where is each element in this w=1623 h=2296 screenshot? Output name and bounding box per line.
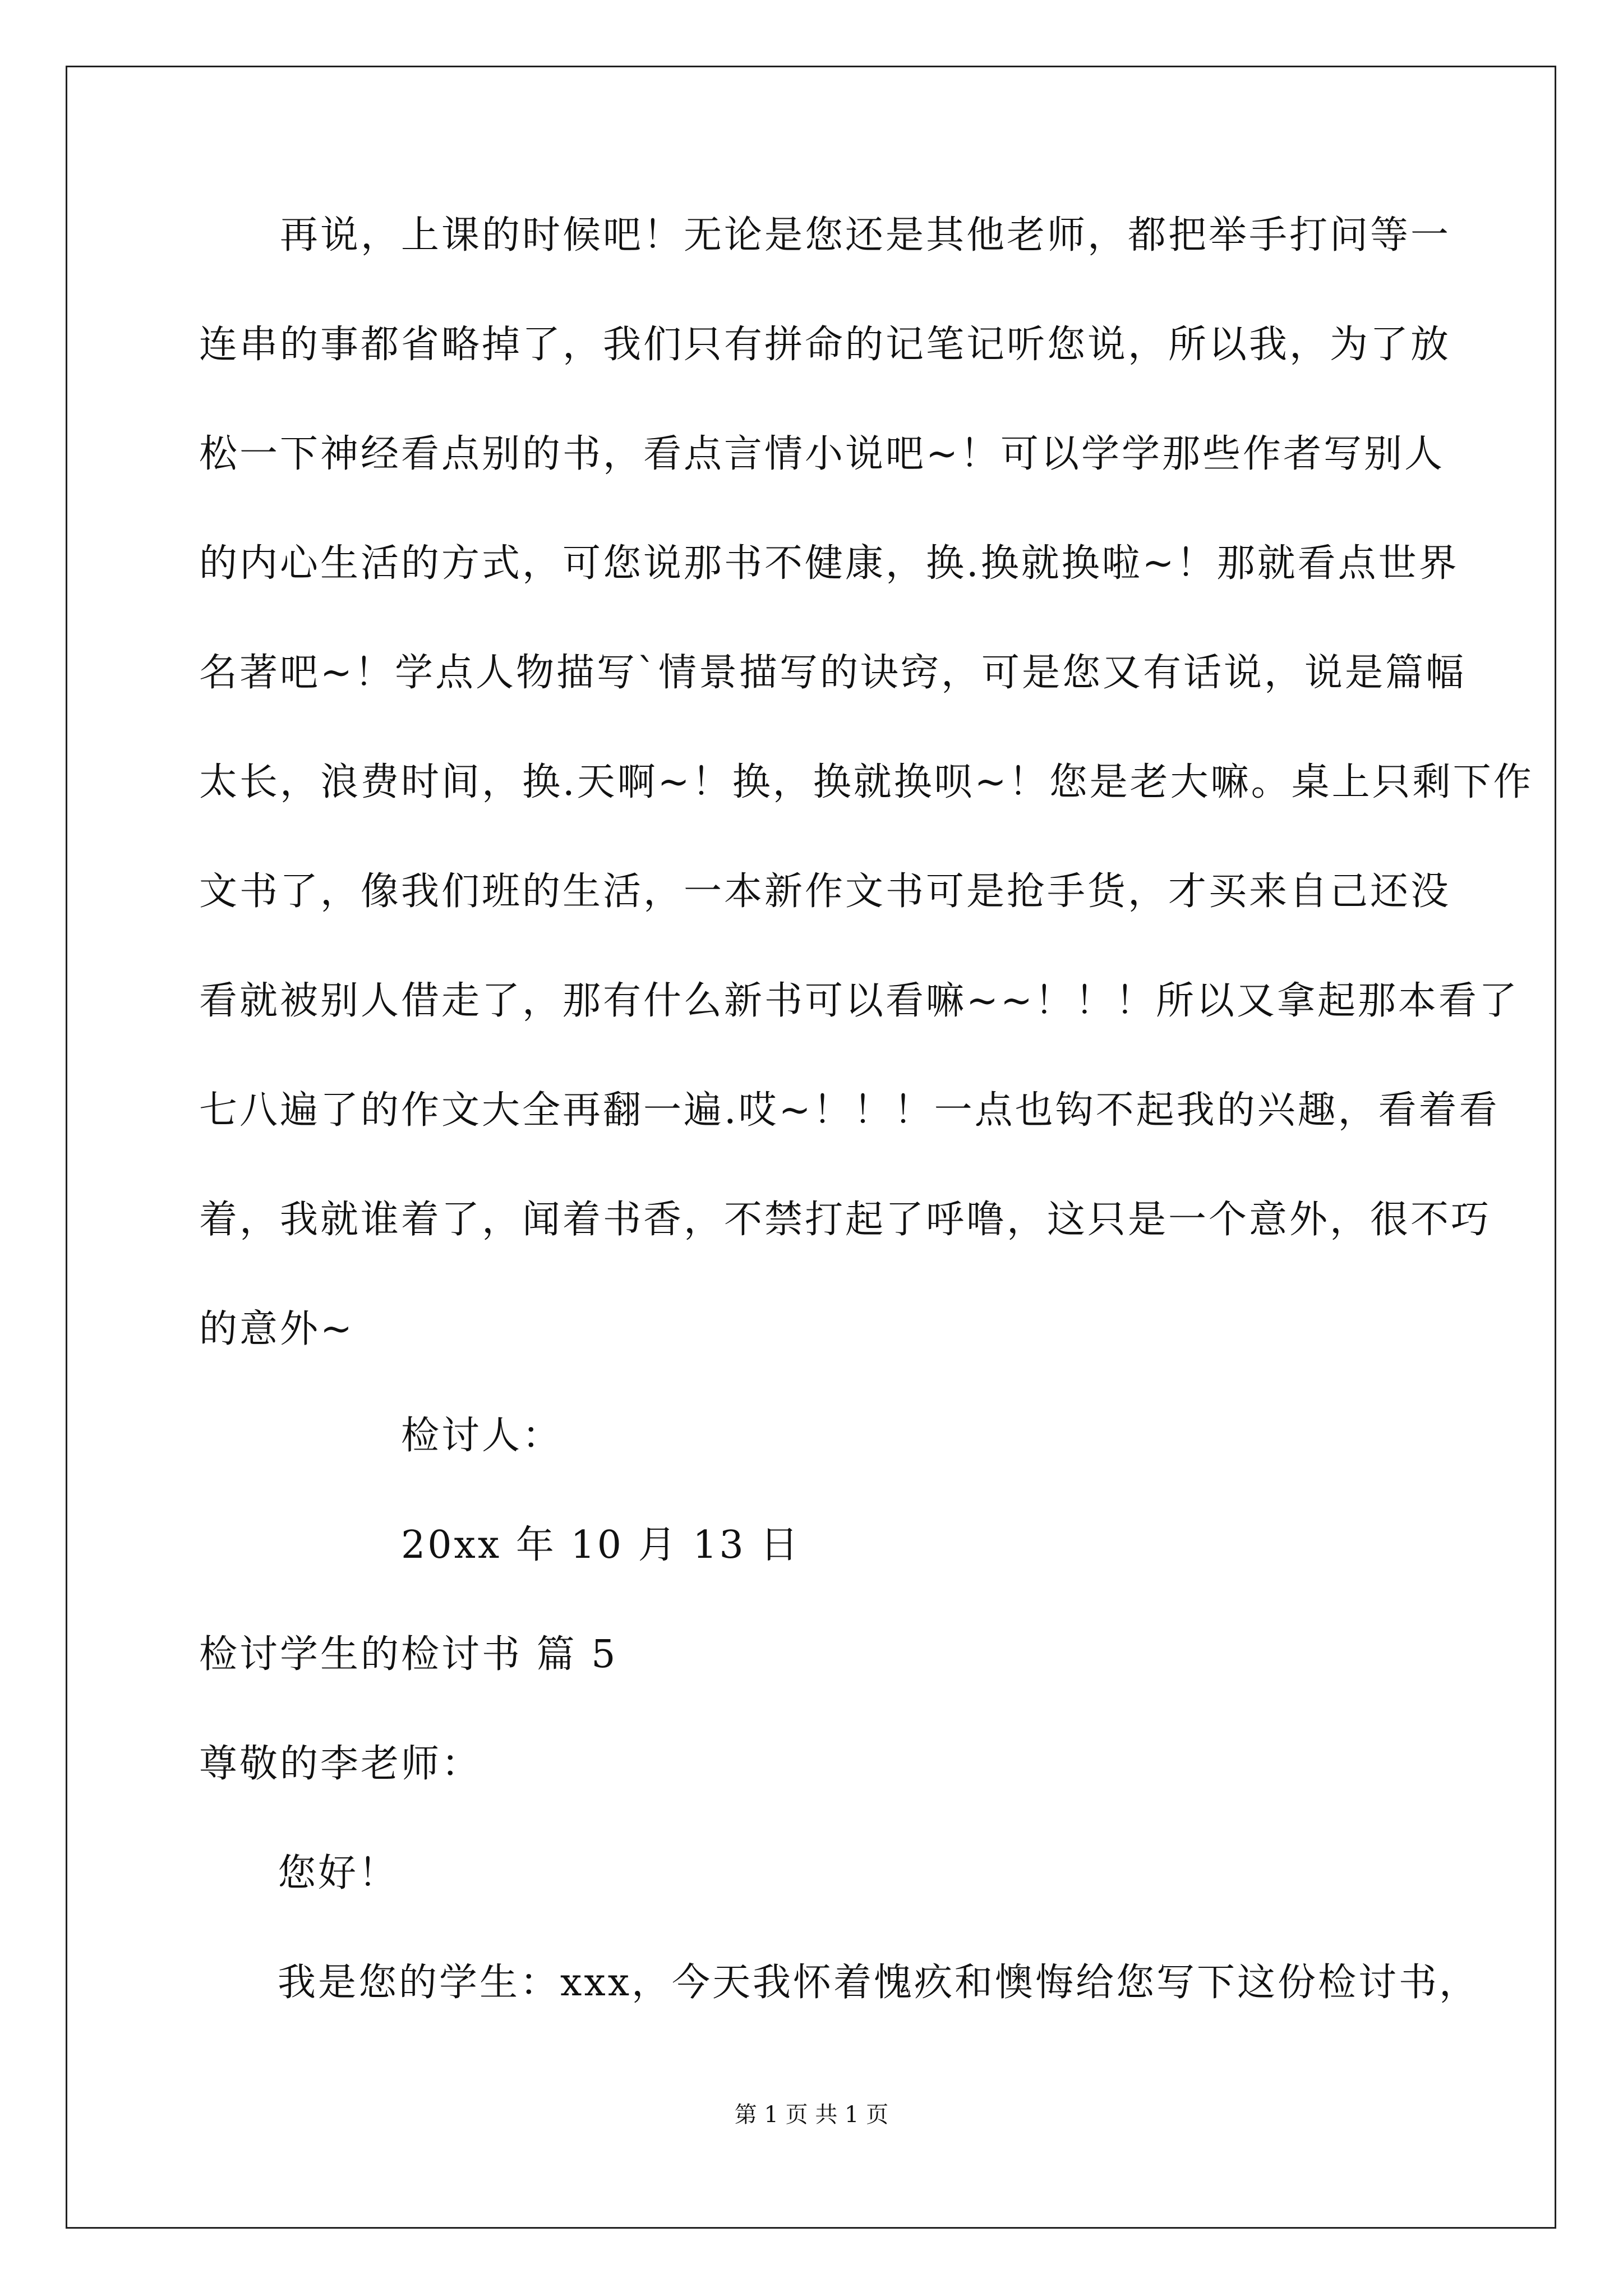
paragraph-line: 太长，浪费时间，换.天啊~！换，换就换呗~！您是老大嘛。桌上只剩下作 (199, 760, 1534, 804)
paragraph-line: 的内心生活的方式，可您说那书不健康，换.换就换啦~！那就看点世界 (199, 541, 1459, 586)
salutation: 尊敬的李老师： (199, 1742, 482, 1786)
paragraph-line: 七八遍了的作文大全再翻一遍.哎~！！！一点也钩不起我的兴趣，看着看 (199, 1088, 1500, 1133)
signature-label: 检讨人： (401, 1414, 563, 1458)
paragraph-line: 连串的事都省略掉了，我们只有拼命的记笔记听您说，所以我，为了放 (199, 323, 1451, 367)
signature-date: 20xx 年 10 月 13 日 (401, 1523, 801, 1567)
paragraph-line: 我是您的学生：xxx，今天我怀着愧疚和懊悔给您写下这份检讨书， (278, 1961, 1480, 2005)
greeting: 您好！ (278, 1851, 399, 1895)
paragraph-line: 的意外~ (199, 1307, 354, 1351)
paragraph-line: 松一下神经看点别的书，看点言情小说吧~！可以学学那些作者写别人 (199, 432, 1445, 476)
paragraph-line: 看就被别人借走了，那有什么新书可以看嘛~~！！！所以又拿起那本看了 (199, 979, 1519, 1023)
section-title: 检讨学生的检讨书 篇 5 (199, 1632, 618, 1677)
paragraph-line: 文书了，像我们班的生活，一本新作文书可是抢手货，才买来自己还没 (199, 869, 1451, 914)
page-frame (66, 66, 1556, 2229)
page-footer: 第 1 页 共 1 页 (734, 2102, 889, 2128)
paragraph-line: 着，我就谁着了，闻着书香，不禁打起了呼噜，这只是一个意外，很不巧 (199, 1198, 1492, 1242)
paragraph-line: 再说，上课的时候吧！无论是您还是其他老师，都把举手打问等一 (199, 213, 1451, 257)
paragraph-line: 名著吧~！学点人物描写`情景描写的诀窍，可是您又有话说，说是篇幅 (199, 651, 1466, 695)
